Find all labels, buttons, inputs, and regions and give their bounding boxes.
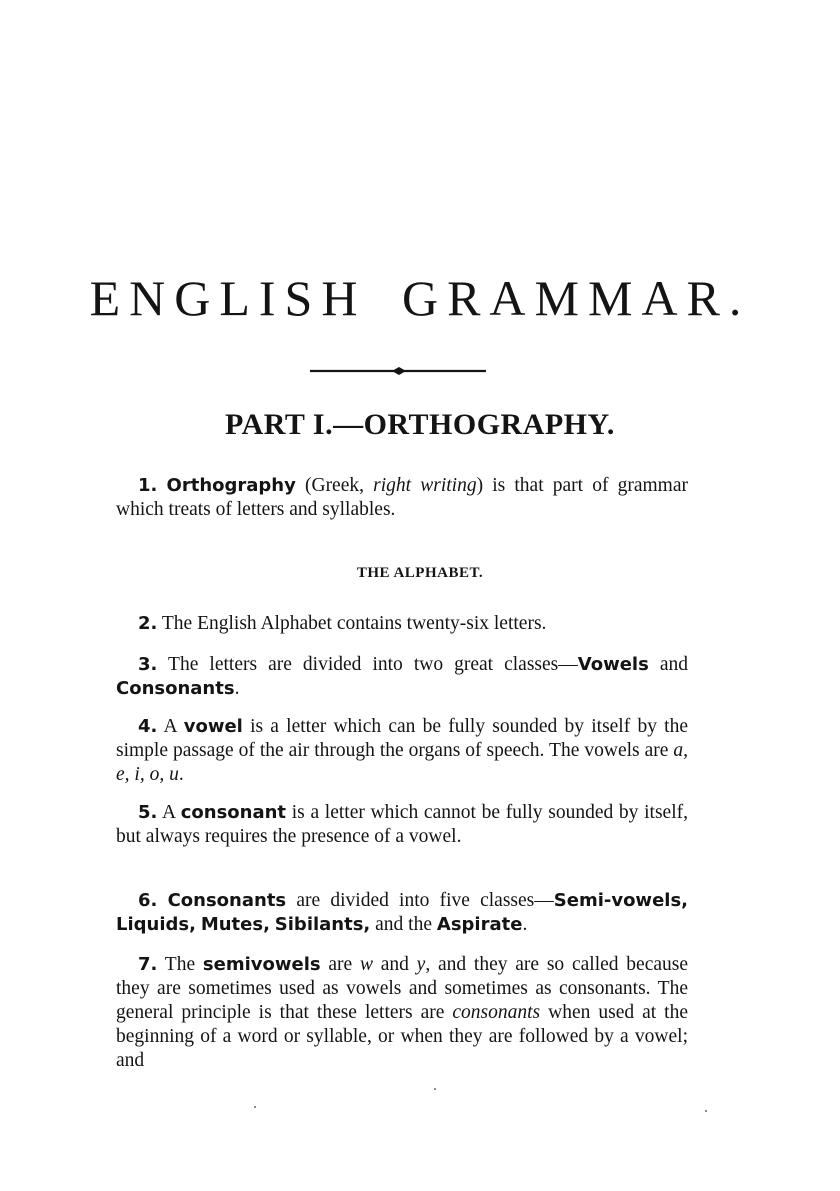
part-heading: PART I.—ORTHOGRAPHY. xyxy=(225,408,615,441)
print-speck xyxy=(434,1088,436,1090)
paragraph-7: 7. The semivowels are w and y, and they are so called because they are sometimes used as vowels and sometimes as consonants. The general principle is that these letters are consonants when used at the beginning of a word or syllable, or when they are followed by a vowel; and xyxy=(116,954,688,1071)
print-speck xyxy=(705,1110,707,1112)
paragraph-4: 4. A vowel is a letter which can be fully sounded by itself by the simple passage of the air through the organs of speech. The vowels are a, e, i, o, u. xyxy=(116,716,688,785)
paragraph-5: 5. A consonant is a letter which cannot be fully sounded by itself, but always requires the presence of a vowel. xyxy=(116,802,688,847)
print-speck xyxy=(254,1106,256,1108)
term-consonant: consonant xyxy=(180,802,287,823)
section-heading: THE ALPHABET. xyxy=(356,565,484,581)
term-consonants: Consonants xyxy=(116,678,235,699)
term-semivowels: semivowels xyxy=(202,954,321,975)
paragraph-1: 1. Orthography (Greek, right writing) is that part of grammar which treats of letters and syllables. xyxy=(116,475,688,520)
vowel-list: a, e, i, o, u xyxy=(116,740,688,785)
paragraph-3: 3. The letters are divided into two great classes—Vowels and Consonants. xyxy=(116,654,689,699)
term-vowels: Vowels xyxy=(577,654,649,675)
page-title: ENGLISH GRAMMAR. xyxy=(89,270,751,326)
term-orthography: Orthography xyxy=(166,475,296,496)
term-consonants-classes: Consonants xyxy=(167,890,287,911)
term-vowel: vowel xyxy=(183,716,243,737)
paragraph-2: 2. The English Alphabet contains twenty-six letters. xyxy=(138,613,547,634)
paragraph-6: 6. Consonants are divided into five classes—Semi-vowels, Liquids, Mutes, Sibilants, and the Aspirate. xyxy=(116,890,688,935)
ornamental-rule xyxy=(310,366,486,376)
